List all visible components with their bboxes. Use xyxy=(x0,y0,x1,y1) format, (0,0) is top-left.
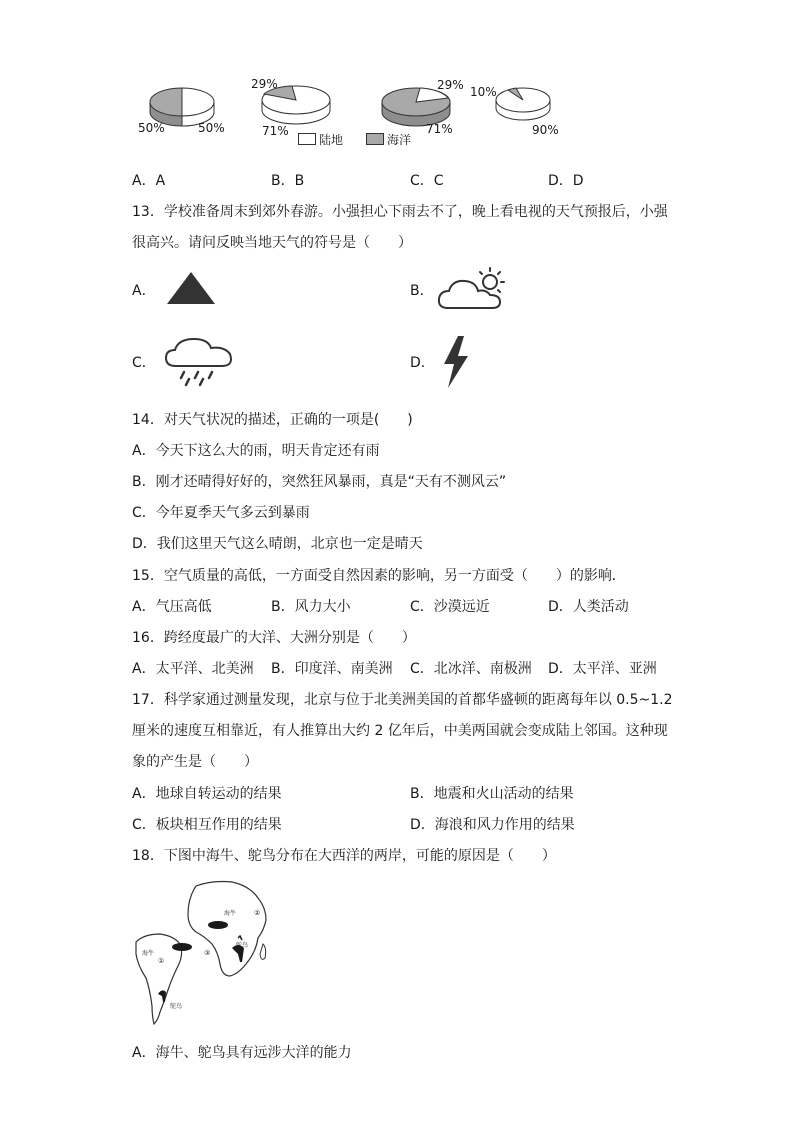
map-label-circle2: ② xyxy=(254,909,261,917)
q17-stem-line3: 象的产生是（ ） xyxy=(132,754,258,770)
pie-d xyxy=(494,84,554,124)
map-label-ostrich-right: 鸵鸟 xyxy=(236,942,249,949)
q13-option-b-letter[interactable]: B． xyxy=(410,283,434,299)
pie-a-label-right: 50% xyxy=(198,121,225,135)
q12-option-a[interactable]: A．A xyxy=(132,173,166,189)
legend-land-label: 陆地 xyxy=(319,133,344,147)
q13-option-c-letter[interactable]: C． xyxy=(132,355,156,371)
q16-option-a[interactable]: A．太平洋、北美洲 xyxy=(132,661,254,677)
pie-c-label-top: 29% xyxy=(437,78,464,92)
q15-option-d[interactable]: D．人类活动 xyxy=(548,599,629,615)
pie-d-label-bottom: 90% xyxy=(532,123,559,137)
map-label-manatee-left: 海牛 xyxy=(142,950,155,957)
q13-option-a-letter[interactable]: A． xyxy=(132,283,156,299)
legend-ocean-label: 海洋 xyxy=(387,133,412,147)
q14-stem: 14．对天气状况的描述，正确的一项是( ) xyxy=(132,412,413,428)
q13-stem-line2: 很高兴。请问反映当地天气的符号是（ ） xyxy=(132,235,412,251)
map-label-manatee-right: 海牛 xyxy=(224,910,237,917)
q14-option-c[interactable]: C．今年夏季天气多云到暴雨 xyxy=(132,505,310,521)
lightning-icon[interactable] xyxy=(440,334,472,390)
q17-option-c[interactable]: C．板块相互作用的结果 xyxy=(132,817,282,833)
q16-stem: 16．跨经度最广的大洋、大洲分别是（ ） xyxy=(132,630,416,646)
q14-option-d[interactable]: D．我们这里天气这么晴朗，北京也一定是晴天 xyxy=(132,536,423,552)
q14-option-b[interactable]: B．刚才还晴得好好的，突然狂风暴雨，真是“天有不测风云” xyxy=(132,474,507,490)
cloudy-sun-icon[interactable] xyxy=(436,266,514,312)
q13-stem-line1: 13．学校准备周末到郊外春游。小强担心下雨去不了，晚上看电视的天气预报后，小强 xyxy=(132,204,668,220)
q15-option-a[interactable]: A．气压高低 xyxy=(132,599,212,615)
pie-d-label-top: 10% xyxy=(470,85,497,99)
pie-b-label-bottom: 71% xyxy=(262,124,289,138)
q17-stem-line1: 17．科学家通过测量发现，北京与位于北美洲美国的首都华盛顿的距离每年以 0.5~1.2 xyxy=(132,692,673,708)
pie-a-label-left: 50% xyxy=(138,121,165,135)
legend-land xyxy=(298,133,343,147)
q17-option-d[interactable]: D．海浪和风力作用的结果 xyxy=(410,817,575,833)
q17-option-b[interactable]: B．地震和火山活动的结果 xyxy=(410,786,574,802)
q14-option-a[interactable]: A．今天下这么大的雨，明天肯定还有雨 xyxy=(132,443,380,459)
q15-option-b[interactable]: B．风力大小 xyxy=(271,599,351,615)
legend-ocean-swatch xyxy=(366,133,384,145)
q18-stem: 18．下图中海牛、鸵鸟分布在大西洋的两岸，可能的原因是（ ） xyxy=(132,848,556,864)
map-label-circle3: ③ xyxy=(204,949,211,957)
q13-option-d-letter[interactable]: D． xyxy=(410,355,435,371)
q18-option-a[interactable]: A．海牛、鸵鸟具有远涉大洋的能力 xyxy=(132,1045,352,1061)
pie-b-label-top: 29% xyxy=(251,77,278,91)
q17-stem-line2: 厘米的速度互相靠近，有人推算出大约 2 亿年后，中美两国就会变成陆上邻国。这种现 xyxy=(132,723,668,739)
pie-c-label-bottom: 71% xyxy=(426,122,453,136)
q12-option-d[interactable]: D．D xyxy=(548,173,584,189)
rain-cloud-icon[interactable] xyxy=(164,336,236,388)
q16-option-c[interactable]: C．北冰洋、南极洲 xyxy=(410,661,532,677)
q12-option-b[interactable]: B．B xyxy=(271,173,305,189)
q16-option-d[interactable]: D．太平洋、亚洲 xyxy=(548,661,657,677)
q12-option-c[interactable]: C．C xyxy=(410,173,444,189)
map-label-circle1: ① xyxy=(158,957,165,965)
q15-stem: 15．空气质量的高低，一方面受自然因素的影响，另一方面受（ ）的影响． xyxy=(132,568,626,584)
legend-land-swatch xyxy=(298,133,316,145)
triangle-icon[interactable] xyxy=(165,270,217,306)
q16-option-b[interactable]: B．印度洋、南美洲 xyxy=(271,661,393,677)
map-label-ostrich-left: 鸵鸟 xyxy=(170,1003,183,1010)
q15-option-c[interactable]: C．沙漠远近 xyxy=(410,599,490,615)
q17-option-a[interactable]: A．地球自转运动的结果 xyxy=(132,786,282,802)
legend-ocean xyxy=(366,133,411,147)
